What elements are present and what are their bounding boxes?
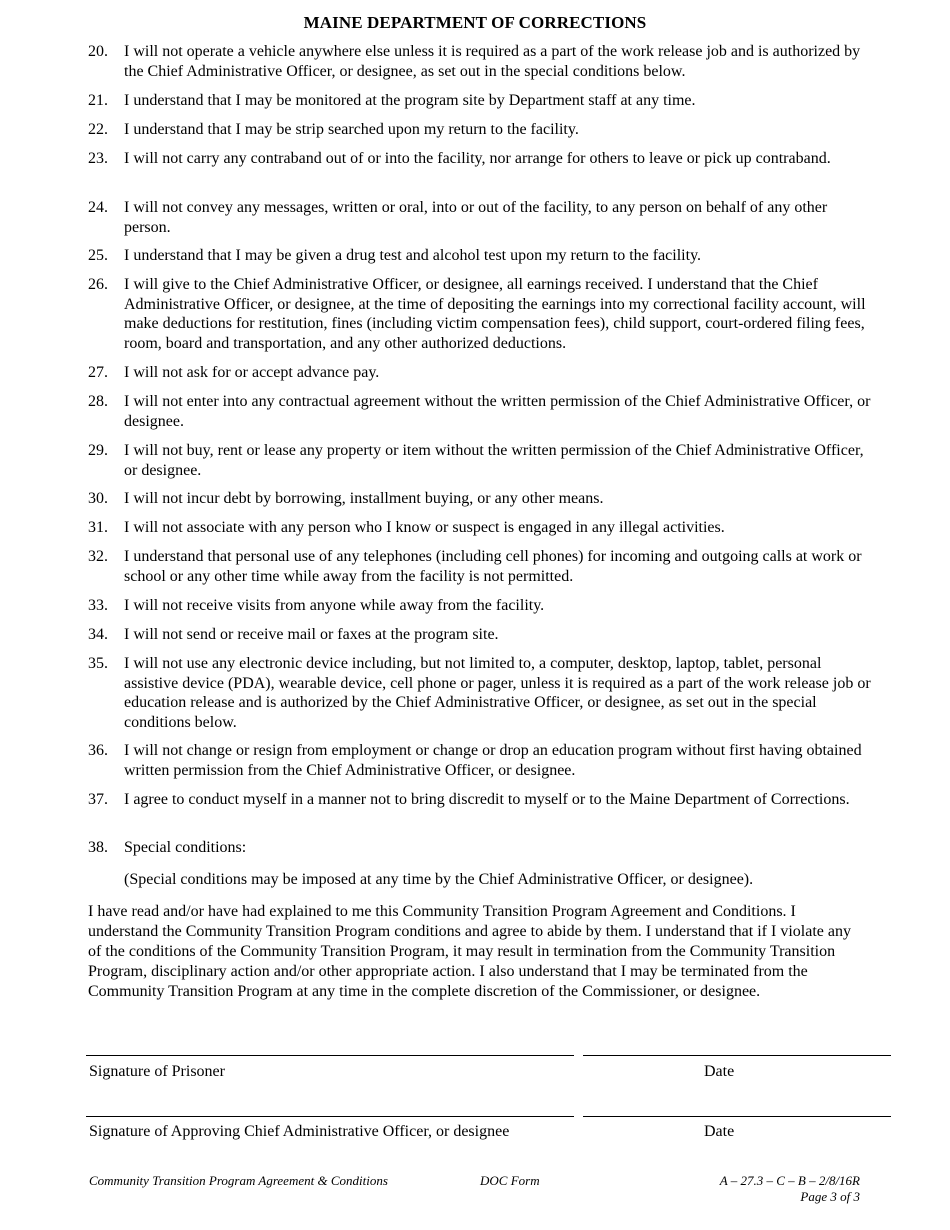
item-number: 33. [88,597,108,614]
item-number: 21. [88,92,108,109]
item-text: I will not receive visits from anyone while away from the facility. [124,597,545,614]
item-text: I understand that I may be strip searched upon my return to the facility. [124,121,579,138]
prisoner-signature-label: Signature of Prisoner [89,1063,225,1080]
item-number: 22. [88,121,108,138]
footer-form-code: A – 27.3 – C – B – 2/8/16R [719,1173,860,1188]
item-number: 27. [88,364,108,381]
item-number: 32. [88,548,108,565]
officer-date-label: Date [704,1123,735,1140]
item-number: 24. [88,199,108,216]
item-text: Special conditions: [124,839,247,856]
item-number: 25. [88,247,108,264]
item-number: 31. [88,519,108,536]
item-text: I will not incur debt by borrowing, installment buying, or any other means. [124,490,604,507]
officer-signature-label: Signature of Approving Chief Administrative Officer, or designee [89,1123,510,1140]
item-text: I will not buy, rent or lease any property or item without the written permission of the Chief Administrative Officer, or designee. [124,442,864,479]
item-text: I will not operate a vehicle anywhere else unless it is required as a part of the work release job and is authorized by the Chief Administrative Officer, or designee, as set out in the special conditions below. [124,43,861,80]
item-text: I understand that personal use of any telephones (including cell phones) for incoming and outgoing calls at work or school or any other time while away from the facility is not permitted. [124,548,862,585]
closing-paragraph: I have read and/or have had explained to me this Community Transition Program Agreement and Conditions. I understand the Community Transition Program conditions and agree to abide by them. I understand that if I violate any of the conditions of the Community Transition Program, it may result in termination from the Community Transition Program, disciplinary action and/or other appropriate action. I also understand that I may be terminated from the Community Transition Program at any time in the complete discretion of the Commissioner, or designee. [88,903,851,1000]
item-number: 30. [88,490,108,507]
item-text: I understand that I may be given a drug test and alcohol test upon my return to the facility. [124,247,702,264]
item-number: 28. [88,393,108,410]
item-number: 37. [88,791,108,808]
page-title: MAINE DEPARTMENT OF CORRECTIONS [303,13,647,32]
officer-date-line[interactable] [583,1116,891,1117]
officer-signature-line[interactable] [86,1116,574,1117]
special-conditions-note: (Special conditions may be imposed at any time by the Chief Administrative Officer, or designee). [124,871,754,888]
item-text: I agree to conduct myself in a manner not to bring discredit to myself or to the Maine Department of Corrections. [124,791,850,808]
item-text: I will not send or receive mail or faxes at the program site. [124,626,499,643]
prisoner-signature-line[interactable] [86,1055,574,1056]
prisoner-date-label: Date [704,1063,735,1080]
item-text: I will give to the Chief Administrative Officer, or designee, all earnings received. I understand that the Chief Administrative Officer, or designee, at the time of depositing the earnings into my correctional facility account, will make deductions for restitution, fines (including victim compensation fees), child support, court-ordered filing fees, room, board and transportation, and any other authorized deductions. [124,276,866,352]
item-text: I will not associate with any person who I know or suspect is engaged in any illegal activities. [124,519,725,536]
item-number: 34. [88,626,108,643]
footer-form-type: DOC Form [480,1173,540,1188]
item-number: 35. [88,655,108,672]
item-text: I will not change or resign from employment or change or drop an education program without first having obtained written permission from the Chief Administrative Officer, or designee. [124,742,862,779]
footer-page-number: Page 3 of 3 [800,1189,860,1204]
item-text: I understand that I may be monitored at the program site by Department staff at any time. [124,92,696,109]
prisoner-date-line[interactable] [583,1055,891,1056]
item-number: 20. [88,43,108,60]
item-text: I will not ask for or accept advance pay. [124,364,380,381]
item-number: 36. [88,742,108,759]
item-text: I will not use any electronic device including, but not limited to, a computer, desktop, laptop, tablet, personal assistive device (PDA), wearable device, cell phone or pager, unless it is required as a part of the work release job or education release and is authorized by the Chief Administrative Officer, or designee, as set out in the special conditions below. [124,655,871,731]
item-number: 29. [88,442,108,459]
item-number: 38. [88,839,108,856]
item-text: I will not carry any contraband out of or into the facility, nor arrange for others to leave or pick up contraband. [124,150,831,167]
item-text: I will not enter into any contractual agreement without the written permission of the Chief Administrative Officer, or designee. [124,393,871,430]
item-number: 26. [88,276,108,293]
item-number: 23. [88,150,108,167]
item-text: I will not convey any messages, written or oral, into or out of the facility, to any person on behalf of any other person. [124,199,828,236]
footer-form-title: Community Transition Program Agreement & Conditions [89,1173,388,1188]
